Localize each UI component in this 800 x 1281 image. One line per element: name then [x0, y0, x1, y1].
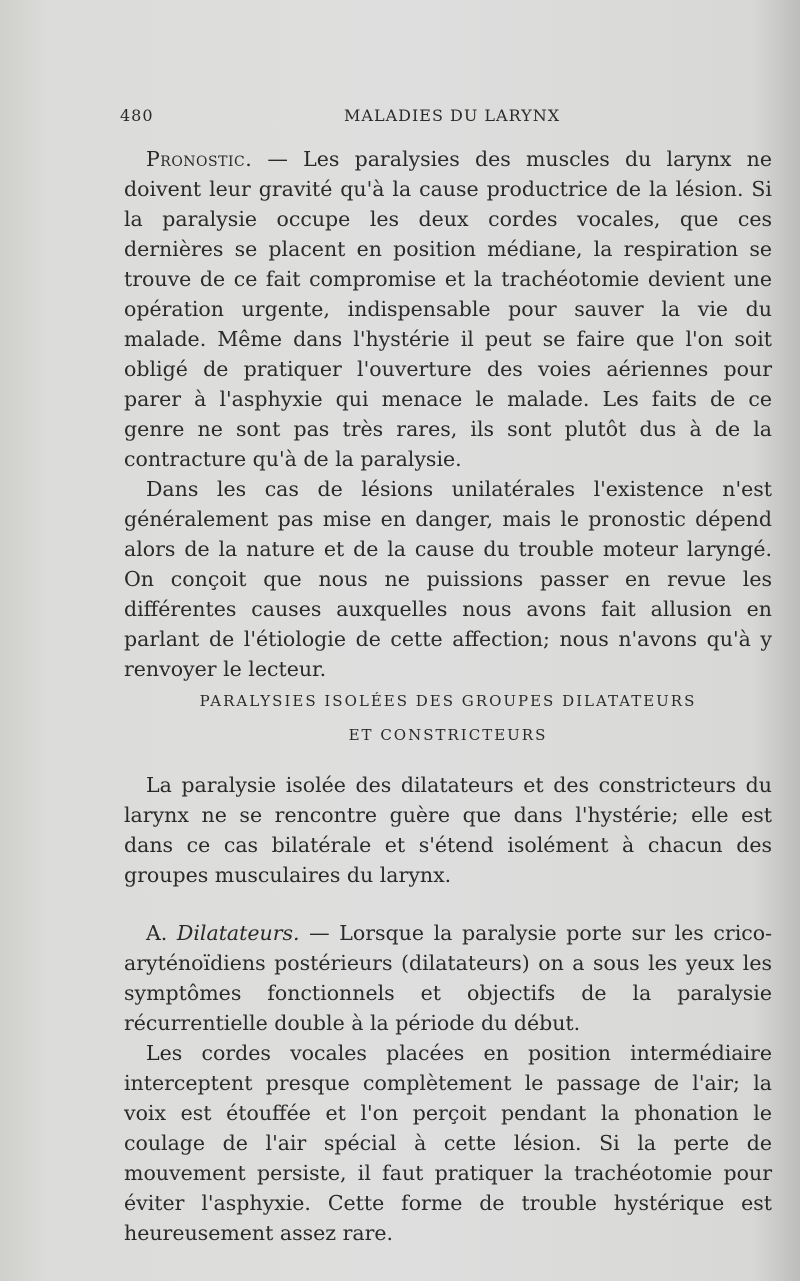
paragraph-prognosis-text: — Les paralysies des muscles du larynx ne doivent leur gravité qu'à la cause productrice de la lésion. Si la paralysie occupe les deux cordes vocales, que ces dernières se placent en position médiane, la respiration se trouve de ce fait compromise et la trachéotomie devient une opération urgente, indispensable pour sauver la vie du malade. Même dans l'hystérie il peut se faire que l'on soit obligé de pratiquer l'ouverture des voies aériennes pour parer à l'asphyxie qui menace le malade. Les faits de ce genre ne sont pas très rares, ils sont plutôt dus à de la contracture qu'à de la paralysie.: [124, 147, 772, 471]
running-title: MALADIES DU LARYNX: [344, 106, 561, 125]
section-title-line-1: PARALYSIES ISOLÉES DES GROUPES DILATATEURS: [199, 692, 697, 710]
paragraph-prefix-a: A.: [146, 921, 177, 945]
section-title-line-2: ET CONSTRICTEURS: [348, 726, 548, 744]
paragraph-dilatators: [124, 918, 772, 1038]
page-header: [120, 106, 575, 130]
section-title: [124, 684, 772, 752]
prognosis-section: [124, 144, 772, 684]
paragraph-isolated-paralysis: La paralysie isolée des dilatateurs et des constricteurs du larynx ne se rencontre guère que dans l'hystérie; elle est dans ce cas bilatérale et s'étend isolément à chacun des groupes musculaires du larynx.: [124, 773, 772, 887]
isolated-paralysis-section: [124, 770, 772, 890]
paragraph-vocal-cords: Les cordes vocales placées en position intermédiaire interceptent presque complètement le passage de l'air; la voix est étouffée et l'on perçoit pendant la phonation le coulage de l'air spécial à cette lésion. Si la perte de mouvement persiste, il faut pratiquer la trachéotomie pour éviter l'asphyxie. Cette forme de trouble hystérique est heureusement assez rare.: [124, 1041, 772, 1245]
paragraph-prognosis: [124, 144, 772, 474]
paragraph-unilateral: Dans les cas de lésions unilatérales l'existence n'est généralement pas mise en danger, mais le pronostic dépend alors de la nature et de la cause du trouble moteur laryngé. On conçoit que nous ne puissions passer en revue les différentes causes auxquelles nous avons fait allusion en parlant de l'étiologie de cette affection; nous n'avons qu'à y renvoyer le lecteur.: [124, 477, 772, 681]
page-number: 480: [120, 106, 154, 125]
paragraph-dilatators-text: — Lorsque la paralysie porte sur les crico-aryténoïdiens postérieurs (dilatateurs) on a sous les yeux les symptômes fonctionnels et objectifs de la paralysie récurrentielle double à la période du début.: [124, 921, 772, 1035]
paragraph-lead-dilatateurs: Dilatateurs.: [176, 921, 300, 945]
paragraph-lead-pronostic: Pronostic.: [146, 147, 253, 171]
dilatators-section: [124, 918, 772, 1248]
